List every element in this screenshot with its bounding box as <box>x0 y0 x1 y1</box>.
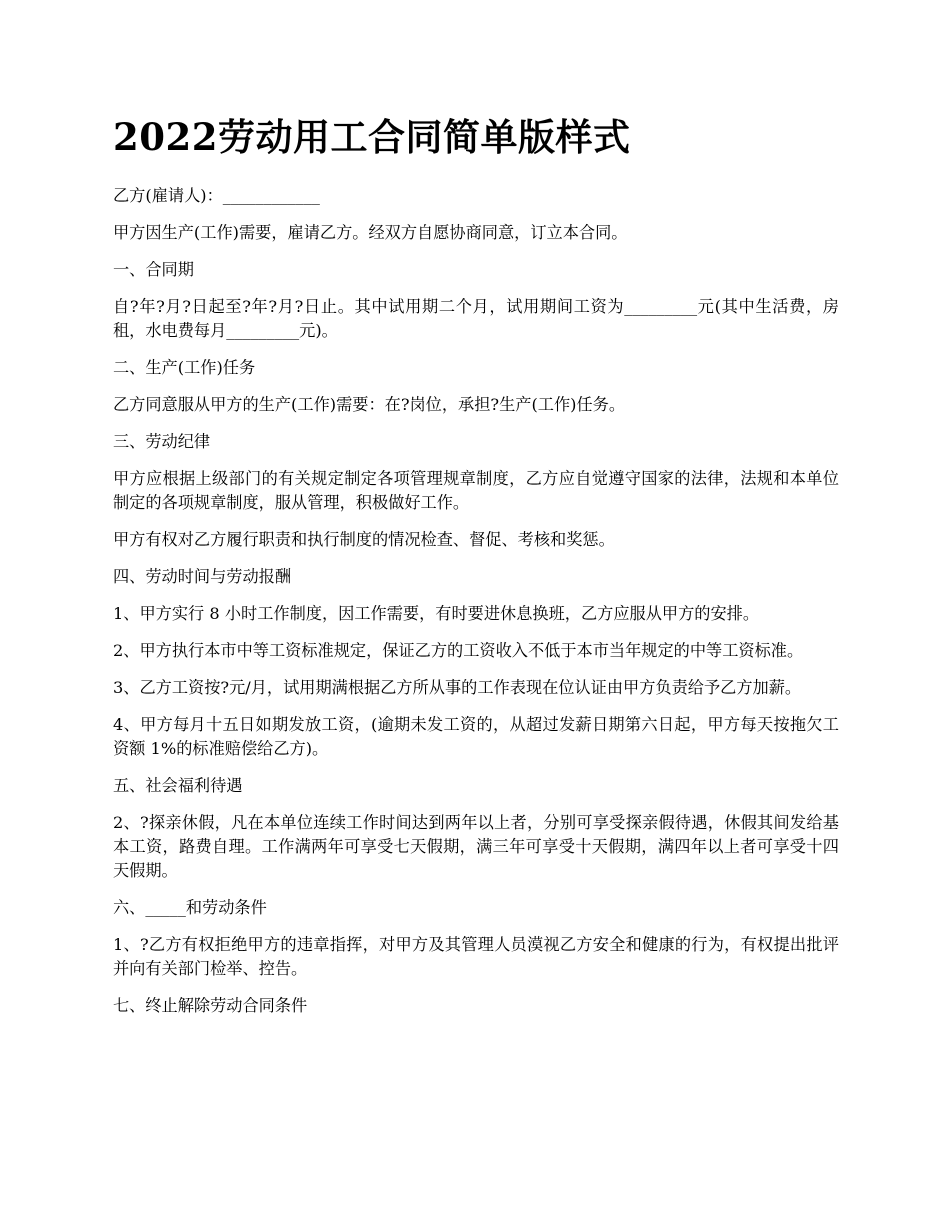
hours-pay-item-1: 1、甲方实行 8 小时工作制度，因工作需要，有时要进休息换班，乙方应服从甲方的安排。 <box>113 604 760 623</box>
section-heading-contract-term: 一、合同期 <box>113 260 194 279</box>
party-b-line: 乙方(雇请人)：____________ <box>113 186 320 205</box>
welfare-item-2: 2、?探亲休假，凡在本单位连续工作时间达到两年以上者，分别可享受探亲假待遇，休假其间发给基本工资，路费自理。工作满两年可享受七天假期，满三年可享受十天假期，满四年以上者可享受十四天假期。 <box>113 813 839 880</box>
hours-pay-item-3: 3、乙方工资按?元/月，试用期满根据乙方所从事的工作表现在位认证由甲方负责给予乙方加薪。 <box>113 678 802 697</box>
hours-pay-item-4: 4、甲方每月十五日如期发放工资，(逾期未发工资的，从超过发薪日期第六日起，甲方每天按拖欠工资额 1%的标准赔偿给乙方)。 <box>113 715 839 758</box>
hours-pay-item-2: 2、甲方执行本市中等工资标准规定，保证乙方的工资收入不低于本市当年规定的中等工资标准。 <box>113 641 804 660</box>
labor-discipline-paragraph-1: 甲方应根据上级部门的有关规定制定各项管理规章制度，乙方应自觉遵守国家的法律，法规和本单位制定的各项规章制度，服从管理，积极做好工作。 <box>113 469 839 512</box>
document-body <box>113 184 839 1031</box>
labor-discipline-paragraph-2: 甲方有权对乙方履行职责和执行制度的情况检查、督促、考核和奖惩。 <box>113 530 615 549</box>
section-heading-welfare: 五、社会福利待遇 <box>113 776 243 795</box>
contract-term-paragraph: 自?年?月?日起至?年?月?日止。其中试用期二个月，试用期间工资为_________元(其中生活费，房租，水电费每月_________元)。 <box>113 297 839 340</box>
section-heading-working-conditions: 六、_____和劳动条件 <box>113 898 267 917</box>
section-heading-labor-discipline: 三、劳动纪律 <box>113 432 211 451</box>
working-conditions-item-1: 1、?乙方有权拒绝甲方的违章指挥，对甲方及其管理人员漠视乙方安全和健康的行为，有权提出批评并向有关部门检举、控告。 <box>113 935 839 978</box>
work-tasks-paragraph: 乙方同意服从甲方的生产(工作)需要：在?岗位，承担?生产(工作)任务。 <box>113 395 626 414</box>
section-heading-termination: 七、终止解除劳动合同条件 <box>113 996 308 1015</box>
section-heading-work-tasks: 二、生产(工作)任务 <box>113 358 256 377</box>
intro-paragraph: 甲方因生产(工作)需要，雇请乙方。经双方自愿协商同意，订立本合同。 <box>113 223 628 242</box>
document-title: 2022劳动用工合同简单版样式 <box>113 115 631 159</box>
section-heading-hours-pay: 四、劳动时间与劳动报酬 <box>113 567 292 586</box>
